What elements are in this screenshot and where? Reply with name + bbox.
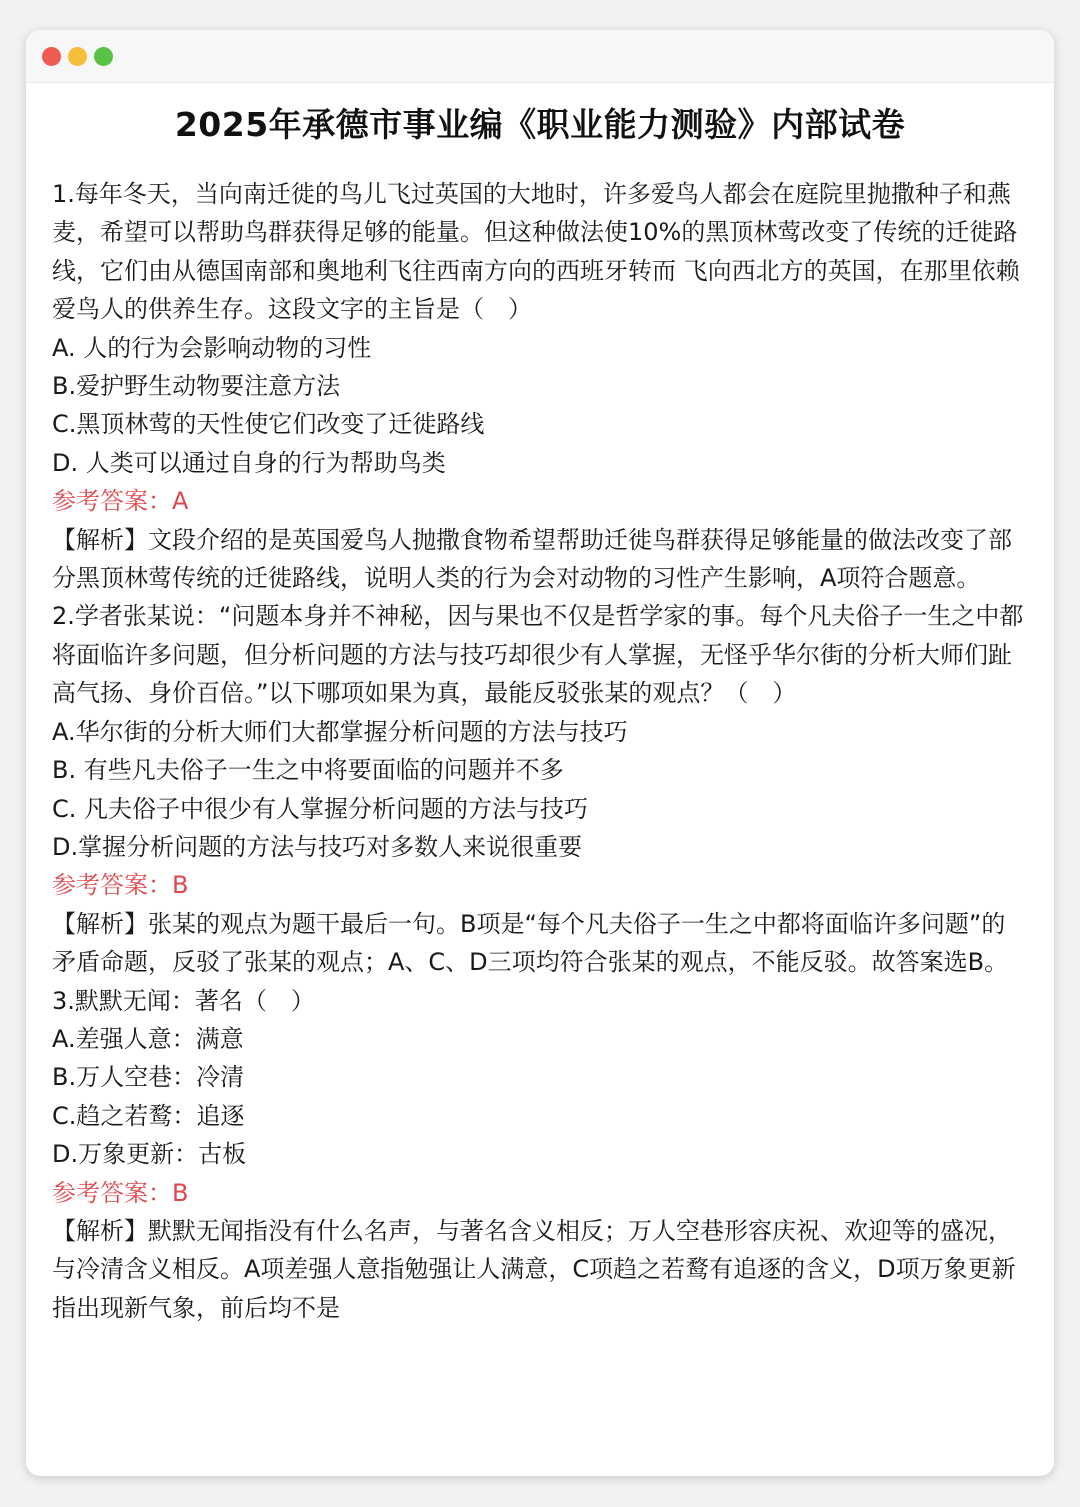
document-body xyxy=(26,175,1054,1327)
close-window-button[interactable] xyxy=(42,47,61,66)
question-3-option-a: A.差强人意：满意 xyxy=(52,1024,244,1053)
question-3-stem: 3.默默无闻：著名（ ） xyxy=(52,986,315,1015)
question-1-stem: 1.每年冬天，当向南迁徙的鸟儿飞过英国的大地时，许多爱鸟人都会在庭院里抛撒种子和燕麦，希望可以帮助鸟群获得足够的能量。但这种做法使10%的黑顶林莺改变了传统的迁徙路线，它们由从德国南部和奥地利飞往西南方向的西班牙转而 飞向西北方的英国，在那里依赖爱鸟人的供养生存。这段文字的主旨是（ ） xyxy=(52,180,1020,324)
question-3-option-c: C.趋之若鹜：追逐 xyxy=(52,1101,245,1130)
question-2-option-c: C. 凡夫俗子中很少有人掌握分析问题的方法与技巧 xyxy=(52,794,589,823)
question-1-option-b: B.爱护野生动物要注意方法 xyxy=(52,372,341,401)
maximize-window-button[interactable] xyxy=(94,47,113,66)
question-2-option-a: A.华尔街的分析大师们大都掌握分析问题的方法与技巧 xyxy=(52,717,628,746)
question-3-analysis: 【解析】默默无闻指没有什么名声，与著名含义相反；万人空巷形容庆祝、欢迎等的盛况，与冷清含义相反。A项差强人意指勉强让人满意，C项趋之若鹜有追逐的含义，D项万象更新指出现新气象，前后均不是 xyxy=(52,1216,1016,1322)
question-1-option-c: C.黑顶林莺的天性使它们改变了迁徙路线 xyxy=(52,410,485,439)
question-2-analysis: 【解析】张某的观点为题干最后一句。B项是“每个凡夫俗子一生之中都将面临许多问题”的矛盾命题，反驳了张某的观点；A、C、D三项均符合张某的观点，不能反驳。故答案选B。 xyxy=(52,909,1009,977)
question-1-answer: 参考答案：A xyxy=(52,487,189,516)
window-titlebar xyxy=(26,30,1054,83)
question-1-analysis: 【解析】文段介绍的是英国爱鸟人抛撒食物希望帮助迁徙鸟群获得足够能量的做法改变了部分黑顶林莺传统的迁徙路线，说明人类的行为会对动物的习性产生影响，A项符合题意。 xyxy=(52,525,1012,593)
page-title: 2025年承德市事业编《职业能力测验》内部试卷 xyxy=(174,105,906,144)
question-3-option-d: D.万象更新：古板 xyxy=(52,1140,247,1169)
question-1-option-a: A. 人的行为会影响动物的习性 xyxy=(52,333,372,362)
document-window xyxy=(26,30,1054,1476)
question-2-stem: 2.学者张某说：“问题本身并不神秘，因与果也不仅是哲学家的事。每个凡夫俗子一生之中都将面临许多问题，但分析问题的方法与技巧却很少有人掌握，无怪乎华尔街的分析大师们趾高气扬、身价百倍。”以下哪项如果为真，最能反驳张某的观点？（ ） xyxy=(52,602,1024,708)
question-2-answer: 参考答案：B xyxy=(52,871,189,900)
question-2-option-d: D.掌握分析问题的方法与技巧对多数人来说很重要 xyxy=(52,832,583,861)
question-3-answer: 参考答案：B xyxy=(52,1178,189,1207)
question-3-option-b: B.万人空巷：冷清 xyxy=(52,1063,245,1092)
minimize-window-button[interactable] xyxy=(68,47,87,66)
question-2-option-b: B. 有些凡夫俗子一生之中将要面临的问题并不多 xyxy=(52,756,564,785)
question-1-option-d: D. 人类可以通过自身的行为帮助鸟类 xyxy=(52,448,446,477)
